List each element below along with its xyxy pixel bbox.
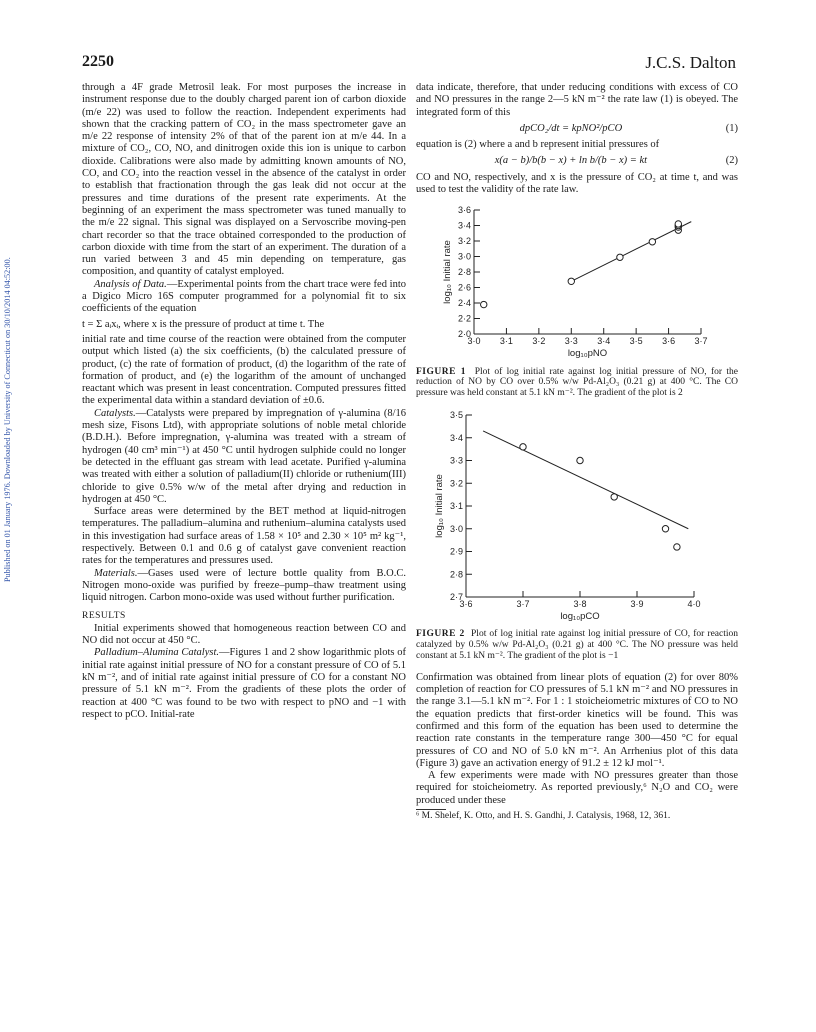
x-tick-label: 3·1 (499, 336, 513, 347)
analysis-title: Analysis of Data. (94, 278, 167, 290)
y-tick-label: 2·4 (457, 298, 471, 309)
footnote-divider (416, 809, 446, 810)
left-column (82, 82, 406, 721)
y-axis-label: log₁₀ Initial rate (434, 474, 445, 538)
y-tick-label: 3·2 (449, 478, 463, 489)
y-tick-label: 3·3 (449, 455, 463, 466)
equation-1 (416, 123, 738, 135)
download-watermark: Published on 01 January 1976. Downloaded by University of Connecticut on 30/10/2014 04:52:00. (3, 257, 12, 583)
paragraph-materials (82, 568, 406, 605)
journal-name: J.C.S. Dalton (645, 53, 736, 72)
analysis-text: —Experimental points from the chart trace were fed into a Digico Micro 16S computer programmed for a polynomial fit to six coefficients of the equation (82, 278, 407, 315)
data-point (568, 278, 574, 284)
equation-1-text: dpCO₂/dt = kpNO²/pCO (519, 122, 623, 134)
equation-t: t = Σ aᵢxᵢ, where x is the pressure of product at time t. The (82, 318, 325, 330)
equation-1-number: (1) (725, 122, 738, 134)
x-tick-label: 4·0 (687, 599, 701, 610)
y-tick-label: 3·2 (457, 236, 471, 247)
x-tick-label: 3·0 (467, 336, 481, 347)
paragraph-metrosil: through a 4F grade Metrosil leak. For most purposes the increase in instrument response due to the doubly charged parent ion of carbon dioxide (m/e 22) was used to follow the reaction. Independent experiments had shown that the cracking pattern of CO₂ in the mass spectrometer gave an m/e 22 response of intensity 2% of that of the parent ion at m/e 44. In a mixture of CO₂, CO, NO, and dinitrogen oxide this ion is unique to carbon dioxide. Calibrations were also made by admitting known amounts of NO, CO, and CO₂ into the reaction vessel in the absence of the catalyst in order to establish that fractionation through the gas leak did not occur at the pressures and time durations of the present rate experiments. At the beginning of an experiment the mass spectrometer was tuned manually to the m/e 22 signal. This signal was displayed on a Servoscribe moving-pen chart recorder so that the trace obtained corresponded to the production of carbon dioxide with time from the start of an experiment. The duration of a run varied between 3 and 45 min depending on temperature, gas composition, and quantity of catalyst employed. (82, 82, 406, 278)
paragraph-initial: Initial experiments showed that homogeneous reaction between CO and NO did not occur at 450 °C. (82, 622, 406, 647)
x-tick-label: 3·7 (694, 336, 708, 347)
data-point (481, 302, 487, 308)
materials-text: —Gases used were of lecture bottle quality from B.O.C. Nitrogen mono-oxide was purified by freeze–pump–thaw treatment using liquid nitrogen. Carbon mono-oxide was used without further purification. (82, 567, 406, 604)
paragraph-catalysts (82, 408, 406, 506)
data-point (675, 221, 681, 227)
data-point (577, 457, 583, 463)
data-point (611, 494, 617, 500)
palladium-text: —Figures 1 and 2 show logarithmic plots of initial rate against initial pressure of NO for a constant pressure of CO of 5.1 kN m⁻², and of initial rate against initial pressure of CO for a constant NO pressure of 5.1 kN m⁻². From the gradients of these plots the order of reaction at 400 °C was found to be two with respect to pNO and −1 with respect to pCO. Initial-rate (82, 647, 406, 720)
data-point (662, 526, 668, 532)
catalysts-text: —Catalysts were prepared by impregnation of γ-alumina (8/16 mesh size, Fisons Ltd), with appropriate solutions of noble metal chloride (B.D.H.). Before impregnation, γ-alumina was treated with a stream of hydrogen (40 cm³ min⁻¹) at 450 °C until hydrogen sulphide could no longer be detected in the effluant gas stream with lead acetate. Purified γ-alumina was treated with either a solution of palladium(II) chloride or ruthenium(III) chloride to give 0.5% w/w of the metal after drying and reduction in hydrogen at 450 °C. (82, 407, 406, 505)
paragraph-validity: CO and NO, respectively, and x is the pressure of CO₂ at time t, and was used to test the validity of the rate law. (416, 171, 738, 196)
page-number: 2250 (82, 53, 114, 70)
figure-1-label: FIGURE 1 (416, 366, 467, 377)
x-tick-label: 3·8 (573, 599, 587, 610)
footnote: ⁶ M. Shelef, K. Otto, and H. S. Gandhi, J. Catalysis, 1968, 12, 361. (416, 811, 671, 822)
x-tick-label: 3·2 (532, 336, 546, 347)
x-tick-label: 3·4 (597, 336, 611, 347)
data-point (674, 544, 680, 550)
data-point (649, 239, 655, 245)
y-tick-label: 3·4 (449, 432, 463, 443)
x-tick-label: 3·6 (662, 336, 676, 347)
y-tick-label: 3·6 (457, 205, 471, 216)
figure-2-caption-text: Plot of log initial rate against log initial pressure of CO, for reaction catalyzed by 0.5% w/w Pd-Al₂O₃ (0.21 g) at 400 °C. The NO pressure was held constant at 5.1 kN m⁻². The gradient of the plot is −1 (416, 629, 739, 661)
equation-2-number: (2) (725, 155, 738, 167)
figure-2-chart (416, 405, 738, 625)
paragraph-integrated: equation is (2) where a and b represent initial pressures of (416, 139, 660, 151)
y-tick-label: 3·4 (457, 220, 471, 231)
x-tick-label: 3·6 (459, 599, 473, 610)
data-point (617, 254, 623, 260)
paragraph-surface: Surface areas were determined by the BET method at liquid-nitrogen temperatures. The palladium–alumina and ruthenium–alumina catalysts used in this investigation had surface areas of 1.58 × 10⁵ and 2.30 × 10⁵ m² kg⁻¹, respectively. Between 0.1 and 0.6 g of catalyst gave convenient reaction rates for the temperatures and pressures used. (82, 506, 406, 567)
x-axis-label: log₁₀pNO (567, 348, 608, 360)
x-tick-label: 3·9 (630, 599, 644, 610)
y-axis-label: log₁₀ Initial rate (442, 240, 453, 305)
paragraph-rate-law: data indicate, therefore, that under reducing conditions with excess of CO and NO pressures in the range 2—5 kN m⁻² the rate law (1) is obeyed. The integrated form of this (416, 82, 738, 118)
x-axis-label: log₁₀pCO (560, 611, 600, 623)
y-tick-label: 2·6 (457, 282, 471, 293)
data-point (520, 444, 526, 450)
y-tick-label: 3·0 (457, 251, 471, 262)
paragraph-analysis (82, 279, 406, 316)
x-tick-label: 3·7 (516, 599, 530, 610)
figure-2 (416, 405, 738, 662)
y-tick-label: 3·5 (449, 410, 463, 421)
x-tick-label: 3·5 (629, 336, 643, 347)
equation-2 (416, 155, 738, 167)
y-tick-label: 2·8 (457, 267, 471, 278)
x-tick-label: 3·3 (564, 336, 578, 347)
y-tick-label: 2·9 (449, 546, 463, 557)
paragraph-palladium (82, 647, 406, 721)
fit-line (483, 431, 688, 529)
figure-1-caption-text: Plot of log initial rate against log initial pressure of NO, for the reduction of NO by CO over 0.5% w/w Pd-Al₂O₃ (0.21 g) at 400 °C. The CO pressure was held constant at 5.1 kN m⁻². The gradient of the plot is 2 (416, 366, 739, 399)
figure-1-caption (416, 367, 738, 399)
fit-line (571, 222, 691, 282)
figure-2-caption (416, 629, 738, 661)
paragraph-output: initial rate and time course of the reaction were obtained from the computer output which listed (a) the six coefficients, (b) the calculated pressure of product, (c) the rate of formation of product, (d) the logarithm of the rate of formation of product, and (e) the logarithm of the amount of unchanged reactant which was present in least concentration. Computed pressures fitted the experimental data within a standard deviation of ±0.6. (82, 333, 406, 407)
y-tick-label: 2·8 (449, 569, 463, 580)
y-tick-label: 2·7 (449, 592, 463, 603)
figure-1-chart (416, 202, 738, 362)
figure-1 (416, 202, 738, 399)
materials-title: Materials. (94, 567, 138, 579)
y-tick-label: 2·0 (457, 329, 471, 340)
palladium-title: Palladium–Alumina Catalyst. (94, 647, 220, 659)
y-tick-label: 3·0 (449, 523, 463, 534)
catalysts-title: Catalysts. (94, 407, 136, 419)
y-tick-label: 2·2 (457, 313, 471, 324)
y-tick-label: 3·1 (449, 501, 463, 512)
paragraph-confirmation: Confirmation was obtained from linear plots of equation (2) for over 80% completion of reaction for CO pressures of 5.1 kN m⁻² and NO pressures in the range 3.1—5.1 kN m⁻². For 1 : 1 stoicheiometric mixtures of CO to NO the equation predicts that first-order kinetics will be found. This was confirmed and this form of the equation has been used to determine the reaction rate constants in the temperature range 300—450 °C for equal pressures of CO and NO of 5.0 kN m⁻². An Arrhenius plot of this data (Figure 3) gave an activation energy of 91.2 ± 12 kJ mol⁻¹. (416, 671, 738, 769)
paragraph-few-experiments: A few experiments were made with NO pressures greater than those required for stoicheiometry. As reported previously,⁶ N₂O and CO₂ were produced under these (416, 770, 738, 806)
equation-2-text: x(a − b)/b(b − x) + ln b/(b − x) = kt (494, 155, 648, 167)
figure-2-label: FIGURE 2 (416, 629, 465, 640)
right-column (416, 82, 738, 822)
results-heading: RESULTS (82, 611, 126, 622)
